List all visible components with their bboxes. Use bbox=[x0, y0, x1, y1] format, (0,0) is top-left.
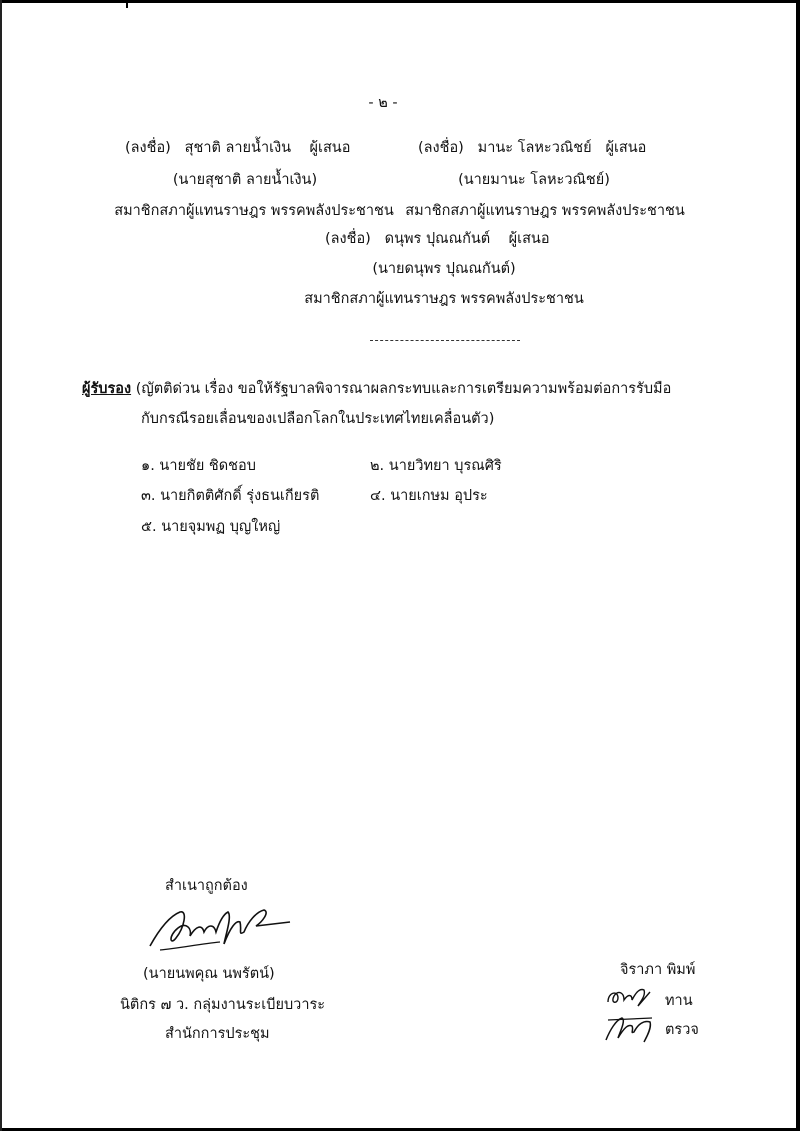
motion-first-line bbox=[82, 381, 671, 398]
certifier-name: (นายนพคุณ นพรัตน์) bbox=[143, 966, 275, 982]
signer-3-full-name: (นายดนุพร ปุณณกันต์) bbox=[372, 261, 516, 277]
motion-title-part1: (ญัตติด่วน เรื่อง ขอให้รัฐบาลพิจารณาผลกระทบและการเตรียมความพร้อมต่อการรับมือ bbox=[135, 381, 672, 397]
checker-initials bbox=[600, 1010, 660, 1046]
signer-3-signature: ดนุพร ปุณณกันต์ bbox=[384, 231, 491, 247]
signer-2-signature: มานะ โลหะวณิชย์ bbox=[477, 140, 592, 156]
sign-label: (ลงชื่อ) bbox=[125, 140, 171, 156]
signer-1-full-name: (นายสุชาติ ลายน้ำเงิน) bbox=[172, 172, 318, 188]
separator-line bbox=[370, 340, 520, 341]
signer-1-role: ผู้เสนอ bbox=[309, 140, 351, 156]
proofread-label: ทาน bbox=[665, 993, 693, 1009]
page-number: - ๒ - bbox=[368, 95, 398, 111]
endorser-4: ๔. นายเกษม อุประ bbox=[370, 488, 488, 504]
signer-2-role: ผู้เสนอ bbox=[605, 140, 647, 156]
signer-1-signature-line bbox=[125, 140, 350, 157]
motion-title-part2: กับกรณีรอยเลื่อนของเปลือกโลกในประเทศไทยเคลื่อนตัว) bbox=[141, 411, 495, 427]
page-border-top bbox=[0, 0, 800, 3]
certifier-signature bbox=[140, 898, 310, 958]
check-label: ตรวจ bbox=[665, 1022, 699, 1038]
signer-3-role: ผู้เสนอ bbox=[508, 231, 550, 247]
endorser-2: ๒. นายวิทยา บุรณศิริ bbox=[370, 458, 502, 474]
signer-3-signature-line bbox=[325, 231, 550, 248]
certifier-office: สำนักการประชุม bbox=[165, 1026, 270, 1042]
sign-label: (ลงชื่อ) bbox=[325, 231, 371, 247]
signer-1-signature: สุชาติ ลายน้ำเงิน bbox=[184, 140, 292, 156]
endorser-1: ๑. นายชัย ชิดชอบ bbox=[141, 458, 256, 474]
endorser-3: ๓. นายกิตติศักดิ์ รุ่งธนเกียรติ bbox=[141, 488, 320, 504]
signer-2-full-name: (นายมานะ โลหะวณิชย์) bbox=[458, 172, 610, 188]
signer-1-position: สมาชิกสภาผู้แทนราษฎร พรรคพลังประชาชน bbox=[114, 203, 394, 219]
typist-note: จิราภา พิมพ์ bbox=[620, 962, 696, 978]
certified-copy-label: สำเนาถูกต้อง bbox=[165, 878, 248, 894]
certifier-position: นิติกร ๗ ว. กลุ่มงานระเบียบวาระ bbox=[120, 997, 326, 1013]
endorser-5: ๕. นายจุมพฏ บุญใหญ่ bbox=[141, 519, 281, 535]
signer-2-position: สมาชิกสภาผู้แทนราษฎร พรรคพลังประชาชน bbox=[405, 203, 685, 219]
endorsers-heading: ผู้รับรอง bbox=[82, 381, 132, 397]
signer-3-position: สมาชิกสภาผู้แทนราษฎร พรรคพลังประชาชน bbox=[304, 291, 584, 307]
sign-label: (ลงชื่อ) bbox=[418, 140, 464, 156]
page-border-right bbox=[796, 0, 800, 1131]
signer-2-signature-line bbox=[418, 140, 646, 157]
page-border-left bbox=[0, 0, 2, 1131]
scan-mark bbox=[126, 0, 128, 8]
proofreader-initials bbox=[604, 984, 654, 1010]
